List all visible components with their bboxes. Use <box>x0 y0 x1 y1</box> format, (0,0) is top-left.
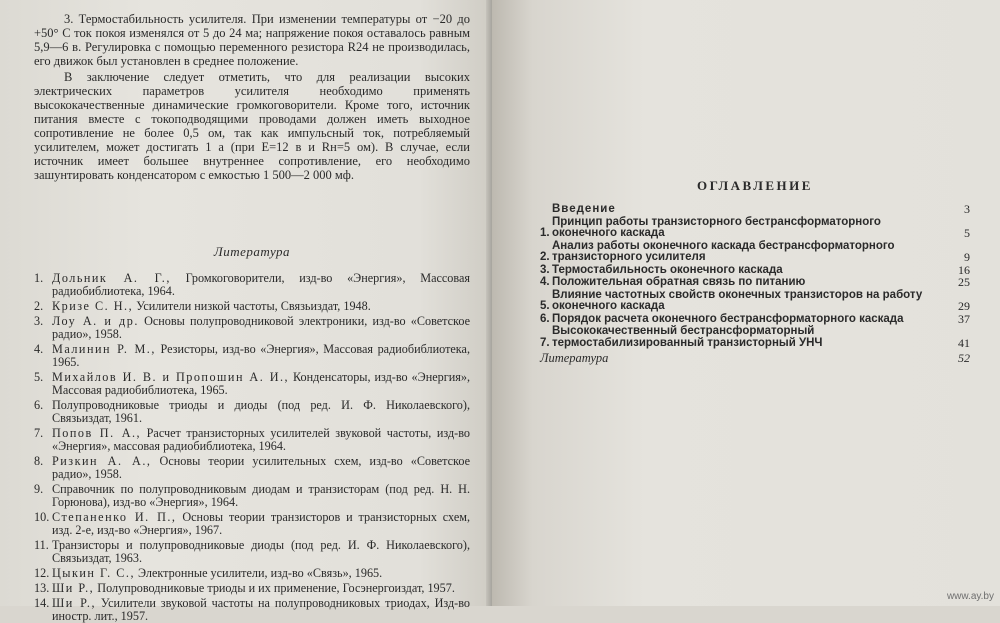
reference-body: Электронные усилители, изд-во «Связь», 1965. <box>138 566 383 580</box>
reference-text <box>52 427 470 453</box>
reference-item <box>34 272 470 298</box>
reference-number: 11. <box>34 538 49 552</box>
reference-body: Усилители низкой частоты, Связьиздат, 1948. <box>136 299 371 313</box>
reference-text <box>52 343 470 369</box>
watermark: www.ay.by <box>946 591 994 602</box>
reference-number: 12. <box>34 566 50 580</box>
toc-entry-page: 29 <box>958 299 970 313</box>
reference-author: Ши Р., <box>52 581 95 595</box>
reference-number: 10. <box>34 510 50 524</box>
reference-item <box>34 343 470 369</box>
toc-entry-title: Введение <box>552 203 616 215</box>
reference-text <box>52 539 470 565</box>
reference-number: 2. <box>34 299 44 313</box>
reference-body: Основы теории транзисторов и транзисторных схем, изд. 2-е, изд-во «Энергия», 1967. <box>52 510 470 537</box>
reference-number: 5. <box>34 370 44 384</box>
reference-number: 3. <box>34 314 44 328</box>
reference-number: 14. <box>34 596 50 610</box>
toc-entry <box>540 262 970 277</box>
toc-entry-number: 7. <box>540 336 550 349</box>
reference-body: Основы полупроводниковой электроники, изд-во «Советское радио», 1958. <box>52 314 471 341</box>
reference-item <box>34 539 470 565</box>
reference-author: Кризе С. Н., <box>52 299 134 313</box>
reference-author: Цыкин Г. С., <box>52 566 135 580</box>
reference-number: 13. <box>34 581 50 595</box>
toc-entry-page: 25 <box>958 275 970 289</box>
reference-text <box>52 582 470 595</box>
reference-author: Попов П. А., <box>52 426 142 440</box>
toc-entry-title: Анализ работы оконечного каскада бестрансформаторного транзисторного усилителя <box>552 239 895 263</box>
toc-entry-literature <box>540 353 970 365</box>
reference-text <box>52 455 470 481</box>
reference-author: Лоу А. и др. <box>52 314 139 328</box>
reference-item <box>34 483 470 509</box>
table-of-contents <box>540 204 970 365</box>
reference-text <box>52 272 470 298</box>
right-page <box>492 0 1000 606</box>
reference-body: Громкоговорители, изд-во «Энергия», Массовая радиобиблиотека, 1964. <box>52 271 471 298</box>
reference-body: Расчет транзисторных усилителей звуковой частоты, изд-во «Энергия», массовая радиобиблиотека, 1964. <box>52 426 471 453</box>
reference-item <box>34 582 470 595</box>
reference-body: Справочник по полупроводниковым диодам и транзисторам (под ред. Н. Н. Горюнова), изд-во «Энергия», 1964. <box>52 482 470 509</box>
literature-heading: Литература <box>213 244 291 259</box>
toc-entry <box>540 241 970 264</box>
reference-body: Резисторы, изд-во «Энергия», Массовая радиобиблиотека, 1965. <box>52 342 470 369</box>
reference-text <box>52 597 470 623</box>
reference-text <box>52 371 470 397</box>
toc-entry-page: 41 <box>958 335 970 350</box>
toc-entry-page: 5 <box>964 226 970 240</box>
reference-item <box>34 511 470 537</box>
toc-entry-number: 4. <box>540 276 550 288</box>
reference-item <box>34 300 470 313</box>
toc-entry-title: Принцип работы транзисторного бестрансформаторного оконечного каскада <box>552 215 881 239</box>
toc-entry-title: Термостабильность оконечного каскада <box>552 263 783 276</box>
reference-author: Малинин Р. М., <box>52 342 156 356</box>
reference-text <box>52 399 470 425</box>
toc-entry-page: 3 <box>964 202 970 216</box>
paragraph-thermostability: 3. Термостабильность усилителя. При изменении температуры от −20 до +50° С ток покоя изменялся от 5 до 24 ма; напряжение покоя оставалось равным 5,9—6 в. Регулировка с помощью переменного резистора R24 не производилась, его движок был установлен в среднее положение. <box>34 12 470 68</box>
reference-author: Михайлов И. В. и Пропошин А. И., <box>52 370 290 384</box>
toc-entry <box>540 290 970 313</box>
reference-item <box>34 315 470 341</box>
toc-entry-number: 6. <box>540 312 550 325</box>
reference-text <box>52 483 470 509</box>
references-list <box>34 272 470 623</box>
toc-entry-title: Влияние частотных свойств оконечных транзисторов на работу оконечного каскада <box>552 288 923 312</box>
reference-text <box>52 567 470 580</box>
toc-entry-page: 52 <box>958 351 970 365</box>
reference-item <box>34 597 470 623</box>
reference-text <box>52 315 470 341</box>
reference-body: Усилители звуковой частоты на полупроводниковых триодах, Изд-во иностр. лит., 1957. <box>52 596 470 623</box>
reference-number: 9. <box>34 482 44 496</box>
toc-entry-number: 3. <box>540 263 550 276</box>
reference-item <box>34 427 470 453</box>
reference-item <box>34 371 470 397</box>
toc-entry-page: 9 <box>964 250 970 264</box>
toc-entry <box>540 311 970 326</box>
toc-entry-number: 5. <box>540 300 550 312</box>
toc-entry <box>540 326 970 349</box>
reference-body: Транзисторы и полупроводниковые диоды (под ред. И. Ф. Николаевского), Связьиздат, 1963. <box>52 538 470 565</box>
reference-body: Конденсаторы, изд-во «Энергия», Массовая радиобиблиотека, 1965. <box>52 370 470 397</box>
reference-author: Ризкин А. А., <box>52 454 152 468</box>
reference-number: 4. <box>34 342 44 356</box>
reference-item <box>34 399 470 425</box>
reference-item <box>34 455 470 481</box>
toc-entry <box>540 277 970 289</box>
reference-text <box>52 300 470 313</box>
reference-body: Полупроводниковые триоды и их применение, Госэнергоиздат, 1957. <box>97 581 455 595</box>
toc-entry-title: Высококачественный бестрансформаторный термостабилизированный транзисторный УНЧ <box>552 325 823 349</box>
reference-author: Степаненко И. П., <box>52 510 177 524</box>
toc-entry <box>540 217 970 240</box>
toc-entry <box>540 204 970 216</box>
reference-number: 6. <box>34 398 44 412</box>
reference-text <box>52 511 470 537</box>
paragraph-conclusion: В заключение следует отметить, что для реализации высоких электрических параметров усилителя необходимо применять высококачественные динамические громкоговорители. Кроме того, источник питания вместе с токоподводящими проводами должен иметь выходное сопротивление не более 0,5 ом, так как импульсный ток, потребляемый усилителем, может достигать 1 а (при E=12 в и Rн=5 ом). В случае, если источник имеет большее внутреннее сопротивление, его необходимо зашунтировать конденсатором с емкостью 1 500—2 000 мф. <box>34 70 470 182</box>
toc-entry-number: 1. <box>540 227 550 239</box>
toc-entry-page: 16 <box>958 262 970 277</box>
toc-entry-title: Литература <box>540 351 609 365</box>
reference-number: 1. <box>34 271 44 285</box>
toc-heading: ОГЛАВЛЕНИЕ <box>697 178 813 193</box>
toc-entry-number: 2. <box>540 251 550 263</box>
reference-number: 7. <box>34 426 44 440</box>
toc-entry-title: Порядок расчета оконечного бестрансформаторного каскада <box>552 312 904 325</box>
reference-item <box>34 567 470 580</box>
reference-body: Полупроводниковые триоды и диоды (под ред. И. Ф. Николаевского), Связьиздат, 1961. <box>52 398 470 425</box>
reference-author: Дольник А. Г., <box>52 271 171 285</box>
toc-entry-page: 37 <box>958 311 970 326</box>
reference-number: 8. <box>34 454 44 468</box>
reference-body: Основы теории усилительных схем, изд-во «Советское радио», 1958. <box>52 454 470 481</box>
reference-author: Ши Р., <box>52 596 97 610</box>
left-page <box>0 0 492 623</box>
toc-entry-title: Положительная обратная связь по питанию <box>552 276 806 288</box>
